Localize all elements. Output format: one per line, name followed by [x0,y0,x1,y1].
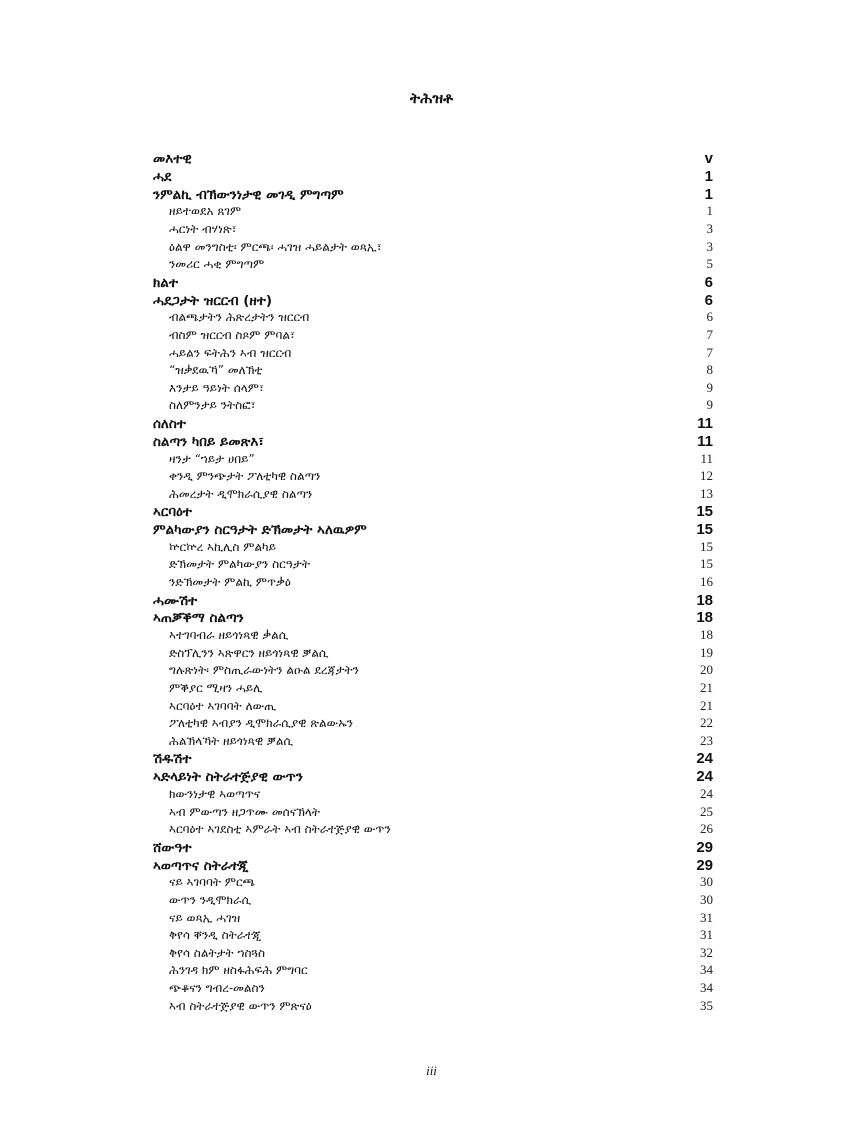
toc-sub-entry[interactable] [153,327,713,345]
toc-entry-title: ኣርባዕተ ኣገባባት ለውጢ [169,698,277,713]
toc-entry-page: 11 [697,432,713,450]
toc-entry-page: 24 [696,768,713,786]
toc-sub-entry[interactable] [153,397,713,415]
toc-entry-title: ሰለስተ [153,415,186,432]
toc-entry-title: መእተዊ [153,151,192,167]
toc-entry-page: 16 [700,574,713,590]
toc-sub-entry[interactable] [153,927,713,945]
toc-entry-title: ክውንነታዊ ኣወጣጥና [169,787,261,802]
toc-entry-title: ግሉጽነት፡ ምስጢራውነትን ልዑል ደረጃታትን [169,663,359,678]
toc-entry-title: እንታይ ዓይነት ሰላም፣ [169,380,264,395]
toc-entry-title: ኣተገባብራ ዘይጎነጻዊ ቃልሲ [169,628,289,643]
toc-heading-entry[interactable] [153,857,713,875]
toc-entry-page: 25 [700,803,713,819]
toc-heading-entry[interactable] [153,292,713,310]
toc-entry-page: 24 [696,750,713,768]
toc-entry-page: 7 [706,326,713,342]
toc-entry-title: ኣወጣጥና ስትራተጂ [153,857,249,874]
toc-entry-page: 7 [706,344,713,360]
table-of-contents [153,150,713,1015]
toc-entry-page: 22 [700,715,713,731]
toc-sub-entry[interactable] [153,574,713,592]
toc-heading-entry[interactable] [153,521,713,539]
toc-heading-entry[interactable] [153,415,713,433]
toc-entry-page: 34 [700,962,713,978]
toc-entry-title: ፖለቲካዊ ኣብያን ዲሞክራሲያዊ ጽልውኡን [169,716,354,731]
toc-heading-entry[interactable] [153,609,713,627]
toc-entry-page: v [704,150,713,167]
toc-sub-entry[interactable] [153,733,713,751]
toc-heading-entry[interactable] [153,168,713,186]
toc-sub-entry[interactable] [153,786,713,804]
toc-heading-entry[interactable] [153,592,713,610]
toc-entry-page: 35 [700,997,713,1013]
toc-entry-page: 12 [700,468,713,484]
toc-entry-page: 29 [696,838,713,856]
toc-entry-page: 3 [706,220,713,236]
toc-entry-title: ሓደጋታት ዝርርብ (ዘተ) [153,292,273,309]
toc-entry-page: 9 [706,397,713,413]
toc-sub-entry[interactable] [153,892,713,910]
toc-entry-title: “ዝቃደዉኻ” መለኽቲ [169,363,263,378]
toc-sub-entry[interactable] [153,998,713,1016]
toc-entry-page: 21 [700,680,713,696]
toc-entry-page: 30 [700,891,713,907]
toc-entry-page: 1 [706,203,713,219]
toc-entry-title: ክልተ [153,274,178,291]
toc-entry-title: ሓሙሽተ [153,592,198,609]
toc-sub-entry[interactable] [153,486,713,504]
toc-heading-entry[interactable] [153,274,713,292]
toc-entry-page: 19 [700,644,713,660]
toc-sub-entry[interactable] [153,468,713,486]
toc-sub-entry[interactable] [153,874,713,892]
toc-entry-page: 15 [700,556,713,572]
toc-entry-page: 31 [700,927,713,943]
toc-entry-title: ኣብ ምውጣን ዘጋጥሙ መሰናኽላት [169,804,320,819]
toc-entry-title: ናይ ወጻኢ ሓገዝ [169,910,241,925]
toc-sub-entry[interactable] [153,627,713,645]
toc-entry-title: ሸውዓተ [153,839,192,856]
toc-entry-page: 15 [696,521,713,539]
toc-entry-page: 15 [696,503,713,521]
toc-entry-title: ንመሪር ሓቂ ምግጣም [169,257,265,272]
toc-entry-title: ውጥን ንዲሞክራሲ [169,892,252,907]
toc-sub-entry[interactable] [153,451,713,469]
toc-sub-entry[interactable] [153,962,713,980]
toc-entry-page: 11 [700,450,713,466]
toc-heading-entry[interactable] [153,750,713,768]
toc-entry-page: 26 [700,821,713,837]
toc-heading-entry[interactable] [153,503,713,521]
toc-entry-title: ብልጫታትን ሕጽረታትን ዝርርብ [169,310,310,325]
toc-sub-entry[interactable] [153,239,713,257]
toc-sub-entry[interactable] [153,715,713,733]
toc-sub-entry[interactable] [153,680,713,698]
toc-entry-title: ናይ ኣገባባት ምርጫ [169,875,255,890]
toc-entry-title: ኣብ ስትራተጅያዊ ውጥን ምጽናዕ [169,998,312,1013]
toc-entry-page: 21 [700,697,713,713]
toc-sub-entry[interactable] [153,309,713,327]
toc-entry-title: ንድኽመታት ምልኪ ምጥቃዕ [169,575,291,590]
toc-entry-page: 3 [706,238,713,254]
toc-entry-page: 32 [700,944,713,960]
toc-entry-title: ቅየሳ ስልትታት ኀስጓስ [169,945,266,960]
toc-sub-entry[interactable] [153,910,713,928]
toc-sub-entry[interactable] [153,203,713,221]
toc-entry-title: ምልካውያን ስርዓታት ድኽመታት ኣለዉዎም [153,522,367,539]
toc-heading-entry[interactable] [153,768,713,786]
toc-entry-page: 6 [706,309,713,325]
toc-sub-entry[interactable] [153,539,713,557]
toc-entry-page: 18 [696,609,713,627]
toc-entry-page: 23 [700,732,713,748]
toc-heading-entry[interactable] [153,839,713,857]
toc-entry-page: 31 [700,909,713,925]
toc-entry-page: 20 [700,662,713,678]
toc-sub-entry[interactable] [153,362,713,380]
toc-entry-page: 11 [697,414,713,432]
toc-sub-entry[interactable] [153,698,713,716]
toc-entry-page: 30 [700,874,713,890]
toc-entry-title: ዕልዋ መንግስቲ፡ ምርጫ፡ ሓገዝ ሓይልታት ወጻኢ፣ [169,239,382,254]
toc-sub-entry[interactable] [153,221,713,239]
toc-entry-title: ኵርኵረ ኣኪሊስ ምልካይ [169,539,276,554]
toc-sub-entry[interactable] [153,662,713,680]
toc-sub-entry[interactable] [153,380,713,398]
toc-entry-title: ሕልኽላኻት ዘይጎነጻዊ ቓልሲ [169,733,294,748]
toc-entry-page: 9 [706,379,713,395]
toc-entry-title: ዛንታ “ኀይታ ሀበይ” [169,451,255,466]
toc-sub-entry[interactable] [153,804,713,822]
toc-entry-title: ሓይልን ፍትሕን ኣብ ዝርርብ [169,345,292,360]
toc-entry-title: ኣርባዕተ [153,504,192,521]
toc-entry-title: ምቕያር ሚዛን ሓይሊ [169,681,263,696]
toc-entry-page: 24 [700,786,713,802]
toc-entry-page: 13 [700,485,713,501]
toc-entry-title: ብስም ዝርርብ ስጾም ምባል፣ [169,327,295,342]
toc-entry-title: ድስፕሊንን ኣጽዋርን ዘይጎነጻዊ ቓልሲ [169,645,329,660]
toc-heading-entry[interactable] [153,186,713,204]
toc-entry-title: ኣርባዕተ ኣገደስቲ ኣምራት ኣብ ስትራተጅያዊ ውጥን [169,822,391,837]
toc-entry-title: ሽዱሽተ [153,751,192,768]
toc-sub-entry[interactable] [153,945,713,963]
toc-entry-title: ስልጣን ካበይ ይመጽእ፣ [153,433,264,450]
toc-entry-title: ሕመረታት ዲሞክራሲያዊ ስልጣን [169,486,313,501]
toc-entry-title: ንምልኪ ብኽውንነታዊ መገዲ ምግጣም [153,186,344,203]
toc-entry-page: 29 [696,856,713,874]
toc-entry-title: ስለምንታይ ንትስፎ፣ [169,398,256,413]
toc-entry-page: 15 [700,538,713,554]
toc-entry-page: 18 [700,627,713,643]
toc-entry-page: 6 [704,291,713,309]
toc-entry-page: 6 [704,273,713,291]
toc-entry-title: ቅየሳ ቐንዲ ስትራተጂ [169,928,262,943]
toc-heading-entry[interactable] [153,150,713,168]
toc-heading-entry[interactable] [153,433,713,451]
toc-entry-title: ዘይተወደአ ጸገም [169,204,242,219]
toc-entry-page: 1 [704,185,713,203]
toc-sub-entry[interactable] [153,645,713,663]
toc-entry-page: 5 [706,256,713,272]
toc-sub-entry[interactable] [153,345,713,363]
toc-entry-page: 8 [706,362,713,378]
toc-entry-title: ድኽመታት ምልካውያን ስርዓታት [169,557,310,572]
toc-entry-title: ሓርነት ብሃነጽ፣ [169,221,237,236]
toc-entry-title: ጭቆናን ግብረ-መልስን [169,980,265,995]
toc-entry-page: 34 [700,979,713,995]
toc-entry-page: 1 [704,167,713,185]
page-number: iii [426,1063,437,1078]
toc-sub-entry[interactable] [153,256,713,274]
toc-title: ትሕዝቶ [409,89,453,107]
toc-sub-entry[interactable] [153,980,713,998]
toc-sub-entry[interactable] [153,821,713,839]
toc-entry-title: ቀንዲ ምንጭታት ፖለቲካዊ ስልጣን [169,469,321,484]
toc-entry-title: ሓደ [153,168,172,185]
toc-entry-page: 18 [696,591,713,609]
toc-entry-title: ኣጠቓቕማ ስልጣን [153,610,244,627]
toc-sub-entry[interactable] [153,556,713,574]
toc-entry-title: ኣድላይነት ስትራተጅያዊ ውጥን [153,769,303,786]
toc-entry-title: ሕንገዳ ክም ዘስፋሕፍሕ ምግባር [169,963,308,978]
